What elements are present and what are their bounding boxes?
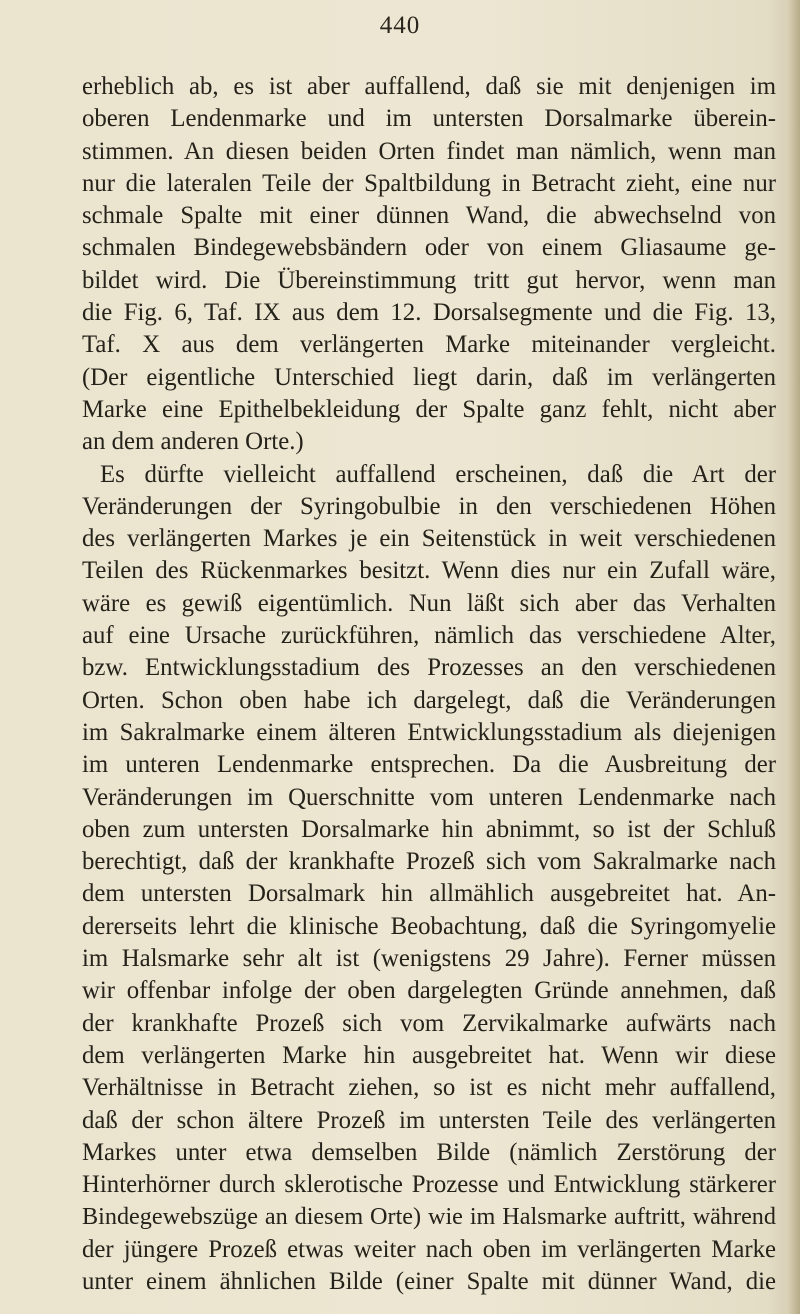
text-line: des verlängerten Markes je ein Seitenstück in weit verschiedenen <box>82 525 776 553</box>
page-number: 440 <box>379 12 421 39</box>
text-line: dererseits lehrt die klinische Beobachtung, daß die Syringomyelie <box>82 912 776 940</box>
text-line: dem untersten Dorsalmark hin allmählich ausgebreitet hat. An- <box>82 880 776 908</box>
text-line-paragraph-start: Es dürfte vielleicht auffallend erscheinen, daß die Art der <box>100 460 776 488</box>
text-line: Markes unter etwa demselben Bilde (nämlich Zerstörung der <box>82 1138 776 1166</box>
text-line: Veränderungen der Syringobulbie in den verschiedenen Höhen <box>82 492 776 520</box>
text-line: nur die lateralen Teile der Spaltbildung in Betracht zieht, eine nur <box>82 169 776 197</box>
text-line: die Fig. 6, Taf. IX aus dem 12. Dorsalsegmente und die Fig. 13, <box>82 299 776 327</box>
text-line: Hinterhörner durch sklerotische Prozesse und Entwicklung stärkerer <box>82 1171 776 1199</box>
text-line: Verhältnisse in Betracht ziehen, so ist es nicht mehr auffallend, <box>82 1074 776 1102</box>
text-line: im Sakralmarke einem älteren Entwicklungsstadium als diejenigen <box>82 718 776 746</box>
text-line: schmalen Bindegewebsbändern oder von einem Gliasaume ge- <box>82 234 776 262</box>
text-line: bildet wird. Die Übereinstimmung tritt gut hervor, wenn man <box>82 266 776 294</box>
text-line: Veränderungen im Querschnitte vom unteren Lendenmarke nach <box>82 783 776 811</box>
text-line: oberen Lendenmarke und im untersten Dorsalmarke überein- <box>82 105 776 133</box>
text-line: schmale Spalte mit einer dünnen Wand, die abwechselnd von <box>82 202 776 230</box>
text-line: wir offenbar infolge der oben dargelegten Gründe annehmen, daß <box>82 977 776 1005</box>
text-line: wäre es gewiß eigentümlich. Nun läßt sich aber das Verhalten <box>82 589 776 617</box>
text-line: Orten. Schon oben habe ich dargelegt, daß die Veränderungen <box>82 686 776 714</box>
text-line: im Halsmarke sehr alt ist (wenigstens 29 Jahre). Ferner müssen <box>82 945 776 973</box>
text-line: unter einem ähnlichen Bilde (einer Spalte mit dünner Wand, die <box>82 1267 776 1295</box>
text-line: bzw. Entwicklungsstadium des Prozesses an den verschiedenen <box>82 654 776 682</box>
text-line: Marke eine Epithelbekleidung der Spalte ganz fehlt, nicht aber <box>82 395 776 423</box>
text-line: erheblich ab, es ist aber auffallend, daß sie mit denjenigen im <box>82 73 776 100</box>
text-line: Taf. X aus dem verlängerten Marke miteinander vergleicht. <box>82 331 776 359</box>
body-text <box>82 71 776 1298</box>
text-line-paragraph-end: an dem anderen Orte.) <box>82 428 304 456</box>
text-line: daß der schon ältere Prozeß im untersten Teile des verlängerten <box>82 1106 776 1134</box>
text-line: oben zum untersten Dorsalmarke hin abnimmt, so ist der Schluß <box>82 815 776 843</box>
text-line: Bindegewebszüge an diesem Orte) wie im Halsmarke auftritt, während <box>82 1203 776 1231</box>
text-line: berechtigt, daß der krankhafte Prozeß sich vom Sakralmarke nach <box>82 848 776 876</box>
text-line: (Der eigentliche Unterschied liegt darin, daß im verlängerten <box>82 363 776 391</box>
page-edge-shadow <box>786 0 800 1314</box>
text-line: Teilen des Rückenmarkes besitzt. Wenn dies nur ein Zufall wäre, <box>82 557 776 585</box>
text-line: auf eine Ursache zurückführen, nämlich das verschiedene Alter, <box>82 622 776 650</box>
text-line: der krankhafte Prozeß sich vom Zervikalmarke aufwärts nach <box>82 1009 776 1037</box>
text-line: der jüngere Prozeß etwas weiter nach oben im verlängerten Marke <box>82 1235 776 1263</box>
text-line: im unteren Lendenmarke entsprechen. Da die Ausbreitung der <box>82 751 776 779</box>
text-line: stimmen. An diesen beiden Orten findet man nämlich, wenn man <box>82 137 776 165</box>
text-line: dem verlängerten Marke hin ausgebreitet hat. Wenn wir diese <box>82 1041 776 1069</box>
